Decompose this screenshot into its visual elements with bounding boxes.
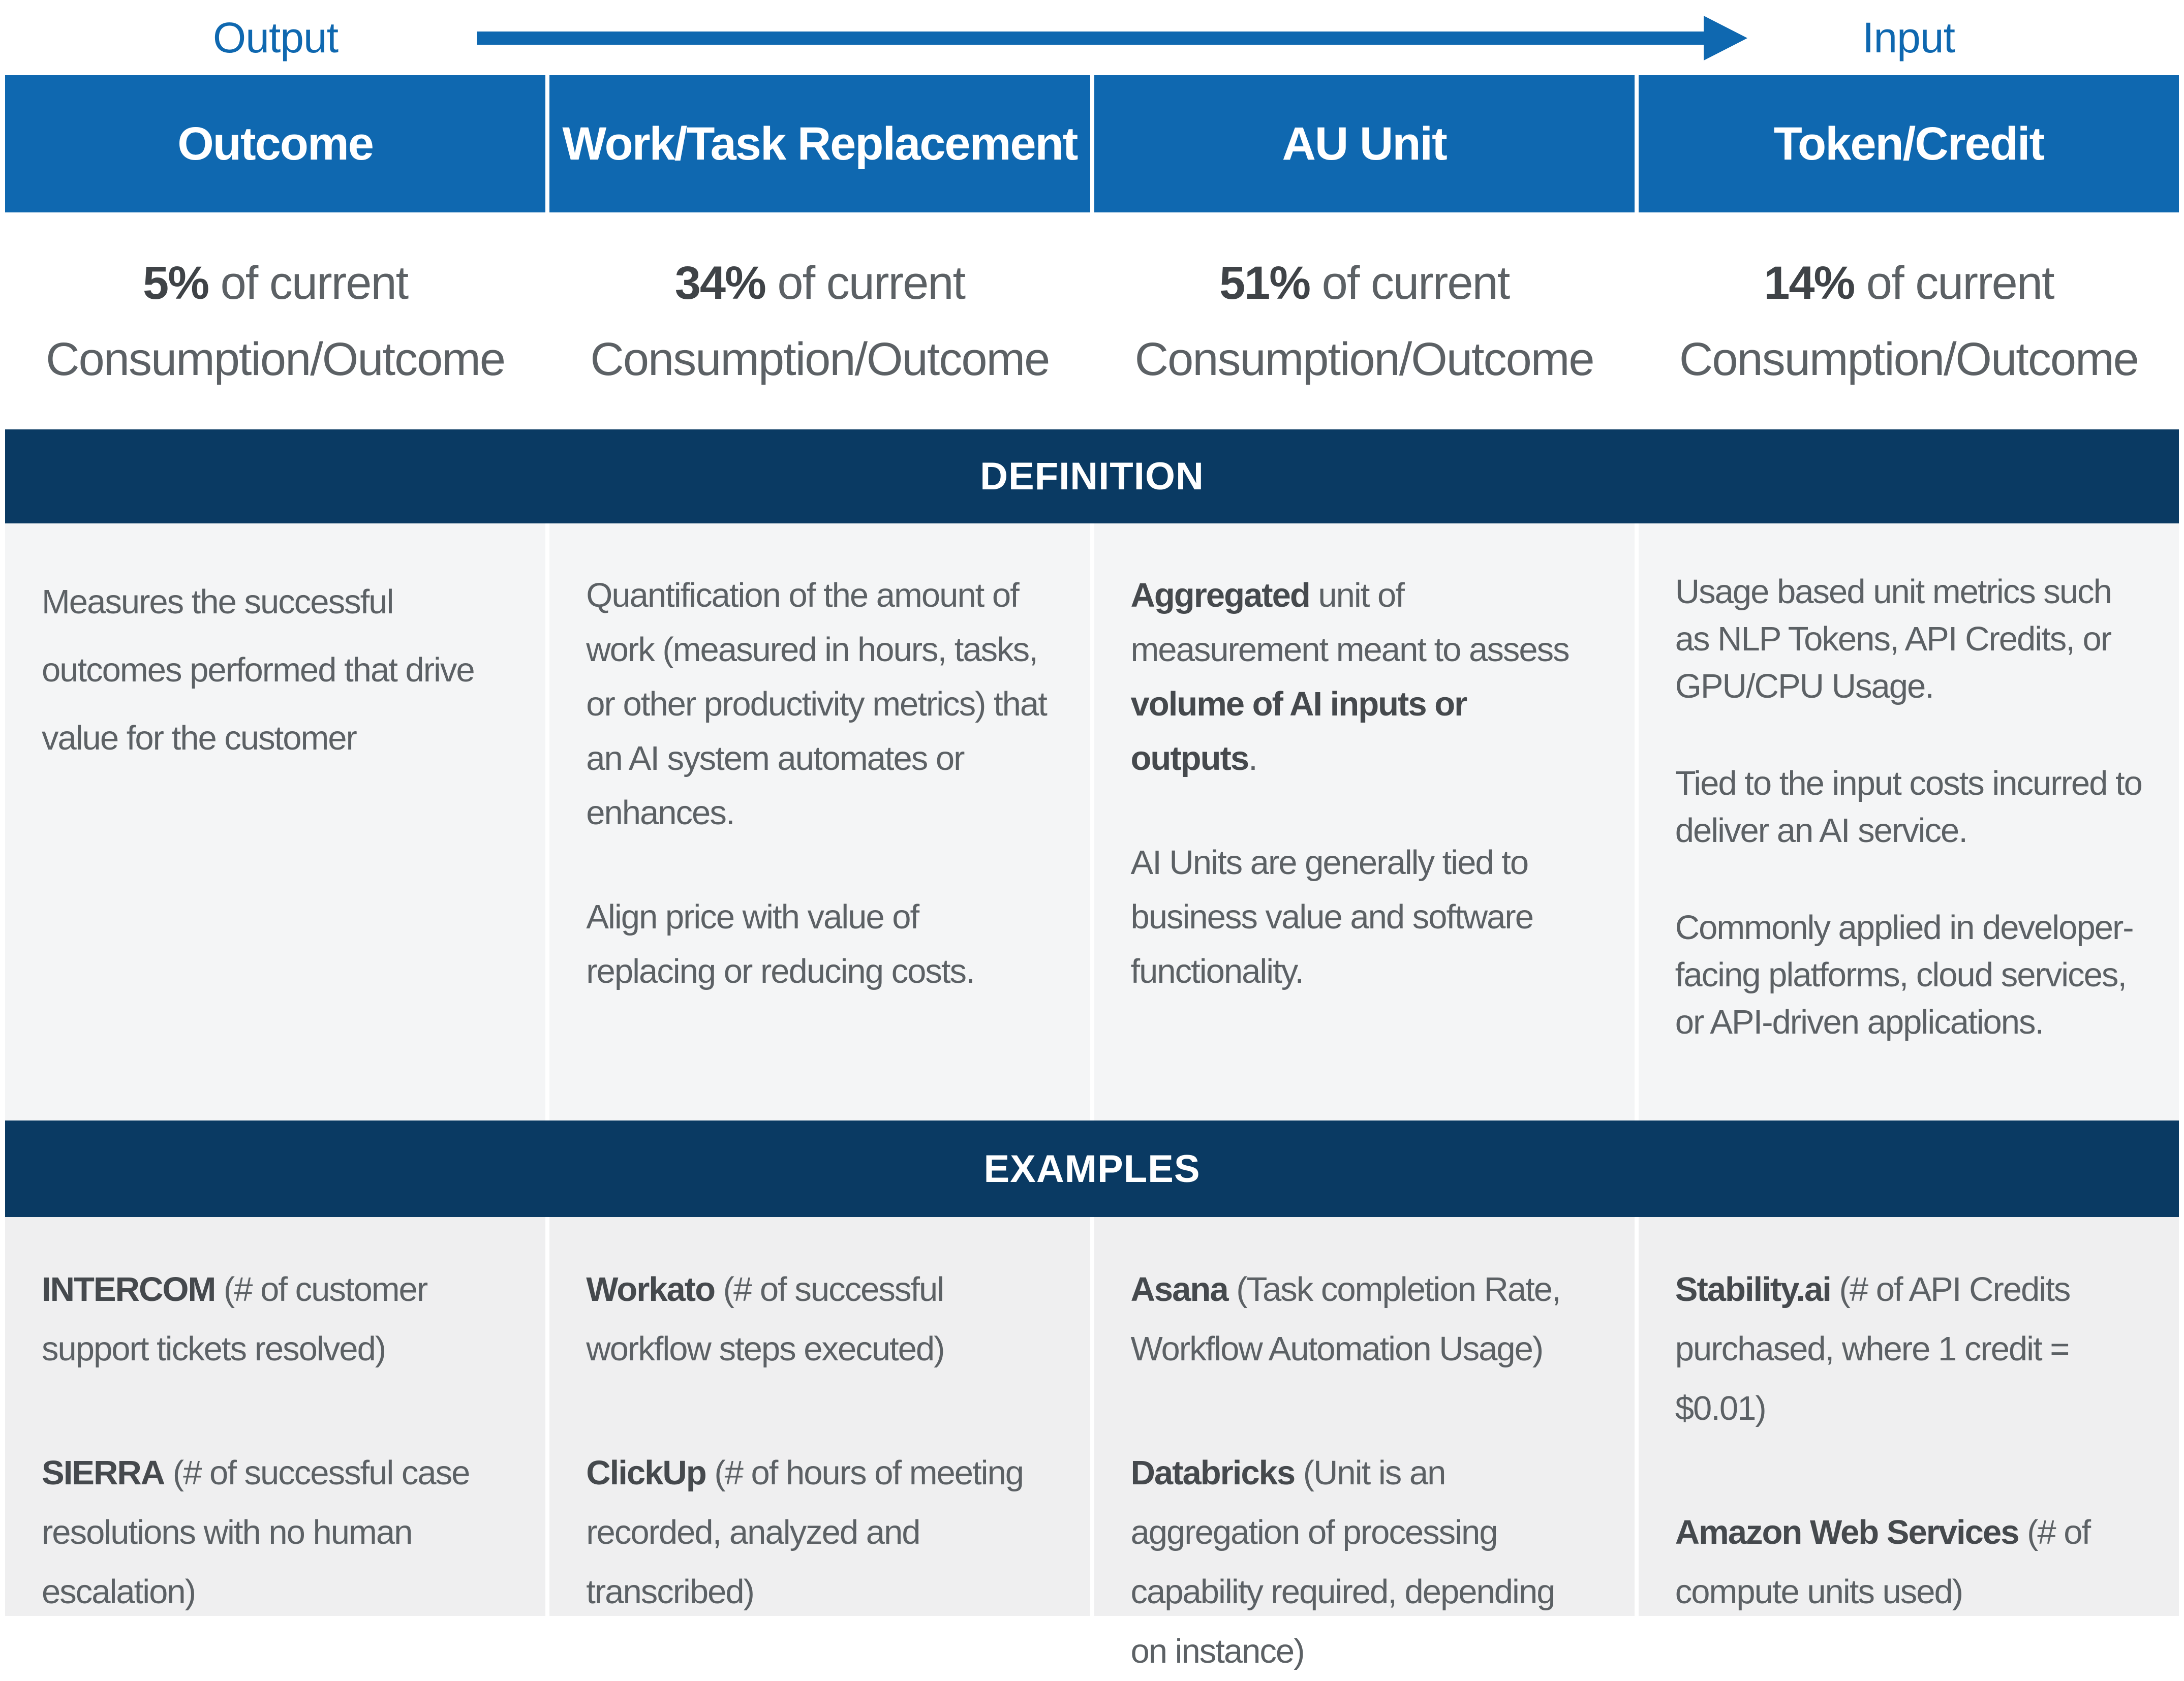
body-text: Measures the successful outcomes performed that drive value for the customer [42, 583, 474, 757]
consumption-text: of current [1854, 257, 2054, 309]
column-header-token-credit [1639, 75, 2179, 212]
column-header-au-unit [1094, 75, 1635, 212]
vendor-or-term-bold: Databricks [1130, 1454, 1295, 1492]
vendor-or-term-bold: Amazon Web Services [1675, 1513, 2019, 1551]
body-text: Tied to the input costs incurred to deliver an AI service. [1675, 764, 2142, 850]
consumption-share-au-unit [1094, 212, 1635, 429]
body-text: Align price with value of replacing or reducing costs. [586, 898, 974, 990]
consumption-percent: 51% [1219, 257, 1310, 309]
body-text: . [1248, 739, 1257, 777]
consumption-percent: 14% [1764, 257, 1855, 309]
consumption-percent: 5% [143, 257, 209, 309]
examples-cell-outcome [5, 1217, 545, 1616]
column-header-outcome [5, 75, 545, 212]
vendor-or-term-bold: ClickUp [586, 1454, 706, 1492]
body-text: (# of customer support tickets resolved) [42, 1270, 427, 1368]
body-text: AI Units are generally tied to business value and software functionality. [1130, 844, 1533, 990]
consumption-percent: 34% [674, 257, 765, 309]
vendor-or-term-bold: Asana [1130, 1270, 1228, 1309]
consumption-share-line1 [1764, 245, 2053, 321]
consumption-text: of current [208, 257, 408, 309]
consumption-share-line2: Consumption/Outcome [46, 333, 505, 385]
consumption-text: of current [1310, 257, 1510, 309]
vendor-or-term-bold: SIERRA [42, 1454, 165, 1492]
body-text: (Unit is an aggregation of processing capability required, depending on instance) [1130, 1454, 1555, 1670]
definition-cell-outcome [5, 523, 545, 1120]
body-text: Commonly applied in developer-facing platforms, cloud services, or API-driven applications. [1675, 909, 2133, 1041]
consumption-share-line1 [143, 245, 408, 321]
definition-cell-token-credit [1639, 523, 2179, 1120]
consumption-share-line1 [675, 245, 965, 321]
column-header-work-task-replacement [549, 75, 1090, 212]
consumption-share-row [0, 212, 2184, 429]
vendor-or-term-bold: Aggregated [1130, 576, 1310, 614]
body-text: Quantification of the amount of work (measured in hours, tasks, or other productivity metrics) that an AI system automates or enhances. [586, 576, 1047, 832]
consumption-share-line2: Consumption/Outcome [1134, 333, 1594, 385]
consumption-share-outcome [5, 212, 545, 429]
definition-row [0, 523, 2184, 1120]
vendor-or-term-bold: Stability.ai [1675, 1270, 1831, 1309]
body-text: (# of compute units used) [1675, 1513, 2090, 1611]
definition-cell-work-task-replacement [549, 523, 1090, 1120]
io-axis [0, 0, 2184, 75]
consumption-share-line2: Consumption/Outcome [1679, 333, 2138, 385]
examples-banner: EXAMPLES [5, 1120, 2179, 1217]
column-header-label: Outcome [177, 117, 373, 170]
vendor-or-term-bold: volume of AI inputs or outputs [1130, 685, 1467, 777]
consumption-share-token-credit [1639, 212, 2179, 429]
vendor-or-term-bold: Workato [586, 1270, 715, 1309]
output-label: Output [212, 13, 339, 61]
consumption-share-line1 [1219, 245, 1509, 321]
examples-row [0, 1217, 2184, 1670]
body-text: (# of hours of meeting recorded, analyzed and transcribed) [586, 1454, 1024, 1611]
consumption-share-work-task-replacement [549, 212, 1090, 429]
body-text: (Task completion Rate, Workflow Automation Usage) [1130, 1270, 1560, 1368]
body-text: (# of API Credits purchased, where 1 credit = $0.01) [1675, 1270, 2070, 1427]
column-header-label: Work/Task Replacement [562, 117, 1078, 170]
column-header-label: Token/Credit [1773, 117, 2044, 170]
body-text: (# of successful workflow steps executed) [586, 1270, 944, 1368]
consumption-text: of current [765, 257, 965, 309]
consumption-share-line2: Consumption/Outcome [590, 333, 1050, 385]
input-label: Input [1862, 13, 1955, 61]
body-text: unit of measurement meant to assess [1130, 576, 1569, 669]
examples-cell-au-unit [1094, 1217, 1635, 1670]
definition-banner: DEFINITION [5, 429, 2179, 523]
definition-cell-au-unit [1094, 523, 1635, 1120]
column-headers [0, 75, 2184, 212]
examples-cell-work-task-replacement [549, 1217, 1090, 1616]
right-arrow-icon [477, 32, 1707, 45]
vendor-or-term-bold: INTERCOM [42, 1270, 216, 1309]
body-text: (# of successful case resolutions with no human escalation) [42, 1454, 470, 1611]
examples-cell-token-credit [1639, 1217, 2179, 1616]
body-text: Usage based unit metrics such as NLP Tokens, API Credits, or GPU/CPU Usage. [1675, 573, 2111, 705]
column-header-label: AU Unit [1282, 117, 1447, 170]
